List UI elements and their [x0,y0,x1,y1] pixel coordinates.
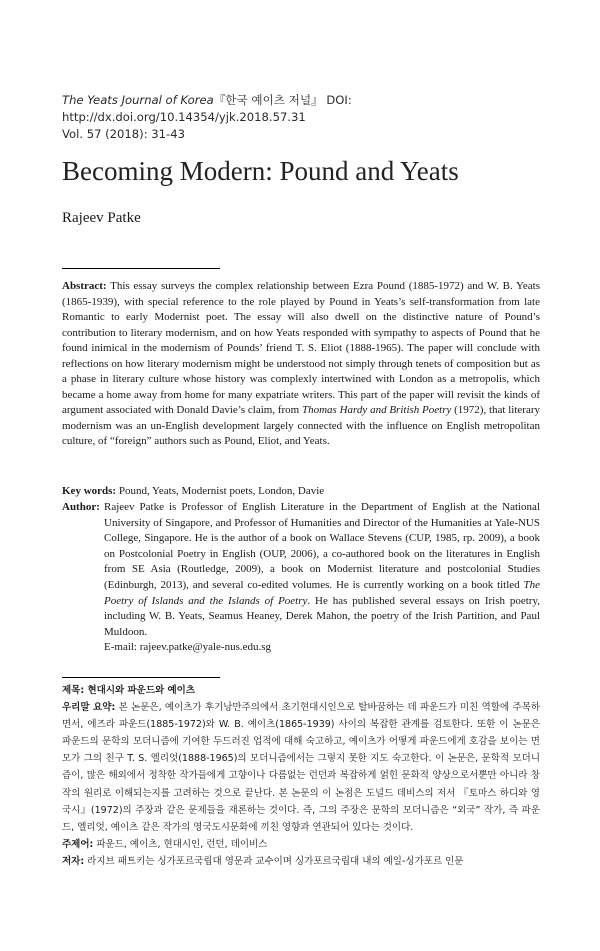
article-author: Rajeev Patke [62,210,141,226]
author-bio-book-title: The Poetry of Islands and the Islands of Poetry [104,578,540,607]
korean-keywords-text: 파운드, 예이츠, 현대시인, 런던, 데이비스 [93,838,268,850]
author-bio-text-2: . He has published several essays on Irish poetry, including W. B. Yeats, Seamus Heaney, Derek Mahon, the poetry of the Irish Partition, and Paul Muldoon. [104,594,540,638]
author-bio-text-1: Rajeev Patke is Professor of English Literature in the Department of English at the National University of Singapore, and Professor of Humanities and Director of the Humanities at Yale-NUS College, Singapore. He is the author of a book on Wallace Stevens (CUP, 1985, rp. 2009), a book on Postcolonial Poetry in English (OUP, 2006), a co-authored book on the literatures in English from SE Asia (Routledge, 2009), a book on Modernist literature and postcolonial Studies (Edinburgh, 2013), and several co-edited volumes. He is currently working on a book titled [104,501,540,591]
korean-title: 제목: 현대시와 파운드와 예이츠 [62,685,196,696]
doi-link[interactable]: DOI: http://dx.doi.org/10.14354/yjk.2018.57.31 [62,93,352,124]
abstract-text-2: (1972), that literary modernism was an un-English development largely connected with the influence on English metropolitan culture, of “foreign” authors such as Pound, Eliot, and Yeats. [62,404,540,447]
volume-info: Vol. 57 (2018): 31-43 [62,127,185,141]
author-email[interactable]: E-mail: rajeev.patke@yale-nus.edu.sg [104,641,272,654]
korean-author [62,853,540,870]
korean-abstract [62,682,540,870]
korean-keywords-label: 주제어: [62,838,94,850]
korean-summary [62,699,540,836]
abstract-label: Abstract: [62,280,107,292]
korean-author-label: 저자: [62,855,85,867]
author-bio-body [104,500,540,656]
keywords-text: Pound, Yeats, Modernist poets, London, Davie [116,485,325,497]
korean-keywords [62,836,540,853]
abstract [62,279,540,450]
korean-author-text: 라지브 패트키는 싱가포르국립대 영문과 교수이며 싱가포르국립대 내의 예일-싱가포르 인문 [84,855,464,867]
section-divider [62,268,220,269]
journal-title: The Yeats Journal of Korea [62,93,214,107]
journal-title-korean: 『한국 예이츠 저널』 [213,93,323,107]
author-bio [62,500,540,656]
korean-summary-label: 우리말 요약: [62,702,116,714]
section-divider-korean [62,677,220,678]
author-bio-label: Author: [62,501,100,513]
journal-citation-line [62,92,572,126]
keywords-label: Key words: [62,485,117,497]
abstract-book-title: Thomas Hardy and British Poetry [302,404,452,416]
journal-header [62,92,572,143]
abstract-text-1: This essay surveys the complex relationship between Ezra Pound (1885-1972) and W. B. Yeats (1865-1939), with special reference to the role played by Pound in Yeats’s self-transformation from late Romantic to early Modernist poet. The essay will also dwell on the distinctive nature of Pound’s contribution to literary modernism, and on how Yeats responded with sympathy to aspects of Pound that he found inimical in the modernism of Pounds’ friend T. S. Eliot (1888-1965). The paper will conclude with reflections on how literary modernism might be understood not simply through tenets of composition but as a phase in literary culture whose history was complexly intertwined with London as a metropolis, which became a home away from home for many expatriate writers. This part of the paper will revisit the kinds of argument associated with Donald Davie’s claim, from [62,280,540,416]
article-title: Becoming Modern: Pound and Yeats [62,156,459,186]
korean-summary-text: 본 논문은, 예이츠가 후기낭만주의에서 초기현대시인으로 탈바꿈하는 데 파운드가 미친 역할에 주목하면서, 에즈라 파운드(1885-1972)와 W. B. 예이츠(1865-1939) 사이의 복잡한 관계를 검토한다. 또한 이 논문은 파운드의 문학의 모더니즘에 기여한 두드러진 업적에 대해 숙고하고, 예이츠가 어떻게 파운드에게 호감을 보이는 면모가 그의 친구 T. S. 엘리엇(1888-1965)의 모더니즘에서는 그렇지 못한 지도 숙고한다. 이 논문은, 문학적 모더니즘이, 많은 해외에서 정착한 작가들에게 고향이나 다름없는 런던과 복잡하게 얽힌 문화적 양상으로서뿐만 아니라 창작의 원리로 이해되는지를 고려하는 것으로 끝난다. 본 논문의 이 논점은 도널드 데비스의 저서 『토마스 하디와 영국시』(1972)의 주장과 같은 문제들을 재론하는 것이다. 즉, 그의 주장은 문학의 모더니즘은 “외국” 작가, 즉 파운드, 엘리엇, 예이츠 같은 작가의 영국도시문화에 끼친 영향과 연관되어 있다는 것이다. [62,702,540,833]
keywords [62,484,540,500]
